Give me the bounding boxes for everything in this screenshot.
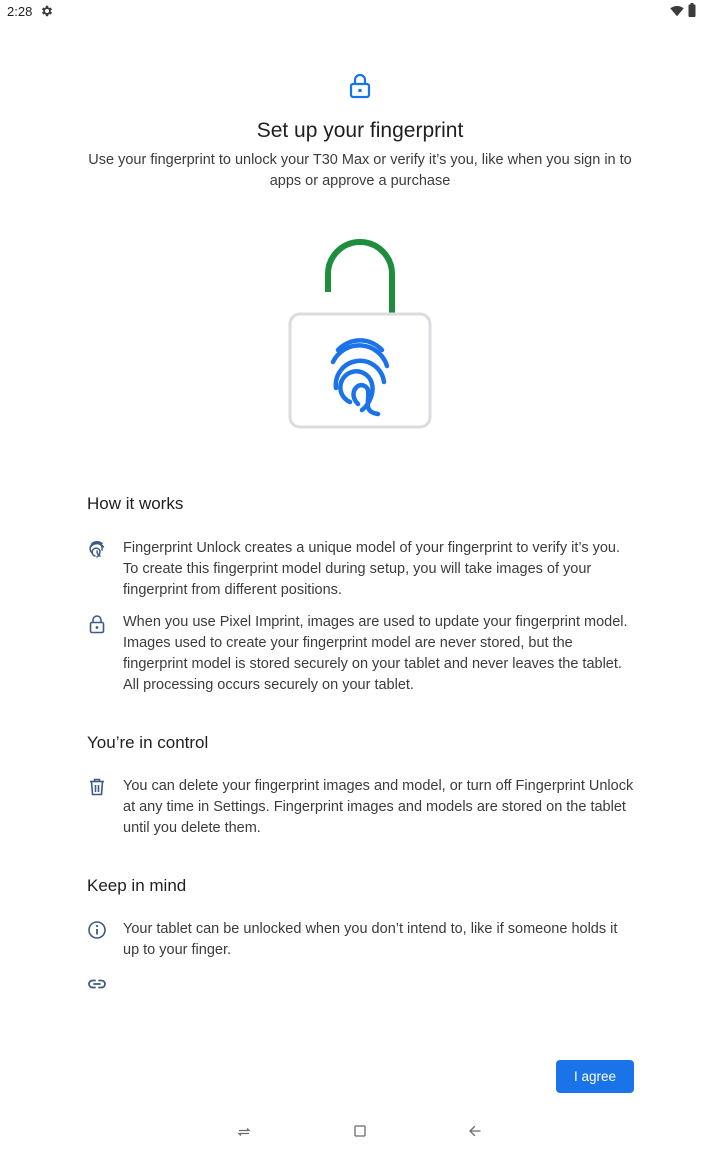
page-subtitle: Use your fingerprint to unlock your T30 Max or verify it’s you, like when you sign in to apps or approve a purchase xyxy=(88,152,632,189)
status-time: 2:28 xyxy=(7,4,33,19)
list-item xyxy=(87,538,647,602)
battery-icon xyxy=(688,3,696,17)
status-bar xyxy=(0,0,720,24)
list-item xyxy=(87,919,647,963)
list-item-text: Fingerprint Unlock creates a unique model of your fingerprint to verify it’s you. To create this fingerprint model during setup, you will take images of your fingerprint from different positions. xyxy=(123,540,621,598)
navigation-bar xyxy=(0,1110,720,1152)
gear-icon xyxy=(40,4,54,18)
link-icon[interactable] xyxy=(87,974,107,994)
list-item-text: When you use Pixel Imprint, images are used to update your fingerprint model. Images used to create your fingerprint model are never stored, but the fingerprint model is stored securely on your tablet and never leaves the tablet. All processing occurs securely on your tablet. xyxy=(123,614,628,693)
list-item xyxy=(87,612,647,696)
info-icon xyxy=(87,920,107,940)
lock-icon xyxy=(348,73,372,99)
lock-icon xyxy=(87,614,107,634)
recents-icon[interactable] xyxy=(236,1124,252,1140)
agree-button[interactable]: I agree xyxy=(556,1060,634,1093)
list-item-text: You can delete your fingerprint images and model, or turn off Fingerprint Unlock at any time in Settings. Fingerprint images and models are stored on the tablet until you delete them. xyxy=(123,778,634,836)
list-item xyxy=(87,776,647,840)
unlocked-padlock-fingerprint-icon xyxy=(282,236,438,436)
page-title: Set up your fingerprint xyxy=(256,119,464,142)
trash-icon xyxy=(87,777,107,797)
wifi-icon xyxy=(670,4,684,18)
fingerprint-icon xyxy=(87,539,107,559)
home-icon[interactable] xyxy=(353,1124,367,1138)
section-heading-how-it-works: How it works xyxy=(87,494,184,513)
list-item-text: Your tablet can be unlocked when you don’t intend to, like if someone holds it up to your finger. xyxy=(123,921,618,958)
list-item[interactable] xyxy=(87,974,647,994)
section-heading-in-control: You’re in control xyxy=(87,733,209,752)
back-icon[interactable] xyxy=(467,1123,483,1139)
section-heading-keep-in-mind: Keep in mind xyxy=(87,876,187,895)
